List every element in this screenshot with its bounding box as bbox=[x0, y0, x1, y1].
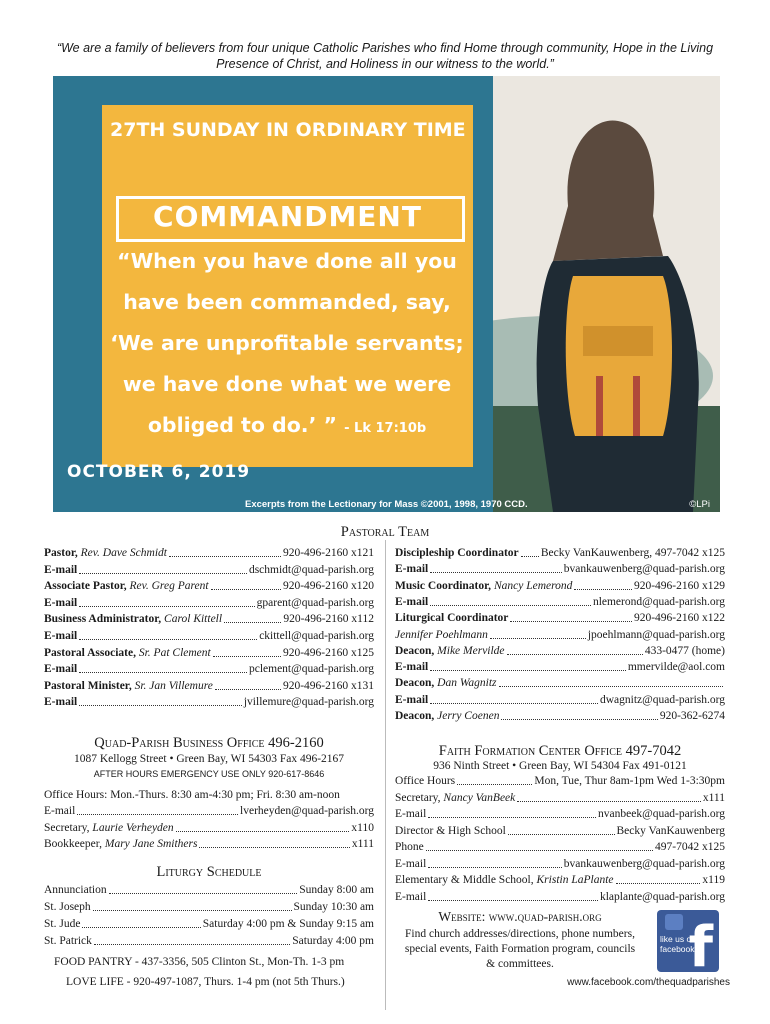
theme-word: COMMANDMENT bbox=[153, 200, 422, 233]
line-value: 920-496-2160 x131 bbox=[282, 679, 374, 692]
lectionary-credit: Excerpts from the Lectionary for Mass ©2001, 1998, 1970 CCD. bbox=[245, 499, 528, 510]
line-label bbox=[44, 661, 77, 677]
dot-leader bbox=[82, 916, 200, 928]
line-value: gparent@quad-parish.org bbox=[256, 596, 374, 609]
line-label bbox=[44, 933, 92, 949]
line-label bbox=[44, 578, 209, 594]
contact-line bbox=[44, 836, 374, 852]
website-label[interactable]: Website: www.quad-parish.org bbox=[438, 909, 602, 924]
person-name: Nancy Lemerond bbox=[493, 579, 573, 592]
contact-line bbox=[44, 694, 374, 710]
line-label bbox=[395, 627, 488, 643]
contact-line bbox=[395, 856, 725, 872]
dot-leader bbox=[430, 692, 598, 704]
contact-line bbox=[44, 933, 374, 949]
line-label bbox=[44, 645, 211, 661]
contact-line bbox=[395, 643, 725, 659]
dot-leader bbox=[499, 675, 724, 687]
quote-citation: - Lk 17:10b bbox=[344, 421, 427, 436]
person-name: Rev. Dave Schmidt bbox=[80, 547, 167, 559]
pastoral-team-title: Pastoral Team bbox=[340, 524, 430, 540]
dot-leader bbox=[79, 694, 242, 706]
dot-leader bbox=[430, 561, 562, 573]
line-label bbox=[395, 790, 515, 806]
role-label: Secretary, bbox=[395, 791, 444, 804]
column-divider bbox=[385, 540, 386, 1010]
role-label: Phone bbox=[395, 841, 424, 853]
line-value: 920-496-2160 x120 bbox=[282, 580, 374, 593]
line-label bbox=[44, 628, 77, 644]
dot-leader bbox=[616, 872, 701, 884]
role-label: Secretary, bbox=[44, 821, 93, 834]
line-label bbox=[395, 839, 424, 855]
role-label: St. Jude bbox=[44, 918, 81, 930]
contact-line bbox=[395, 675, 725, 691]
role-label: Annunciation bbox=[44, 884, 107, 896]
role-label: E-mail bbox=[44, 696, 78, 709]
facebook-logo-letter: f bbox=[688, 915, 713, 980]
line-label bbox=[395, 594, 428, 610]
role-label: E-mail bbox=[395, 808, 427, 820]
contact-line bbox=[44, 899, 374, 915]
dot-leader bbox=[426, 839, 653, 851]
dot-leader bbox=[213, 645, 281, 657]
role-label: E-mail bbox=[44, 630, 78, 642]
line-label bbox=[395, 610, 508, 626]
dot-leader bbox=[517, 790, 701, 802]
contact-line bbox=[395, 659, 725, 675]
dot-leader bbox=[490, 627, 586, 639]
line-value: jpoehlmann@quad-parish.org bbox=[587, 628, 725, 641]
role-label: E-mail bbox=[44, 596, 78, 609]
line-value: Saturday 4:00 pm bbox=[292, 935, 374, 947]
person-name: Dan Wagnitz bbox=[437, 677, 497, 690]
line-value: klaplante@quad-parish.org bbox=[599, 890, 725, 903]
dot-leader bbox=[176, 820, 350, 832]
hiker-photo bbox=[493, 76, 720, 512]
dot-leader bbox=[428, 856, 561, 868]
contact-line bbox=[395, 692, 725, 708]
line-value: 920-496-2160 x112 bbox=[283, 613, 374, 626]
line-label bbox=[395, 872, 614, 888]
role-label: Associate Pastor, bbox=[44, 580, 130, 593]
dot-leader bbox=[428, 889, 598, 901]
line-value: Mon, Tue, Thur 8am-1pm Wed 1-3:30pm bbox=[534, 775, 725, 787]
contact-line bbox=[44, 611, 374, 627]
food-pantry: FOOD PANTRY - 437-3356, 505 Clinton St., Mon-Th. 1-3 pm bbox=[54, 956, 345, 968]
person-name: Sr. Jan Villemure bbox=[134, 679, 213, 692]
person-name: Nancy VanBeek bbox=[443, 791, 516, 804]
contact-line bbox=[395, 806, 725, 822]
contact-line bbox=[44, 562, 374, 578]
dot-leader bbox=[109, 882, 298, 894]
line-value: 497-7042 x125 bbox=[655, 841, 725, 853]
contact-line bbox=[44, 803, 374, 819]
contact-line bbox=[395, 708, 725, 724]
role-label: Business Administrator, bbox=[44, 613, 165, 626]
role-label: Music Coordinator, bbox=[395, 579, 494, 592]
bulletin-date: OCTOBER 6, 2019 bbox=[67, 462, 251, 482]
contact-line bbox=[395, 872, 725, 888]
line-value: ckittell@quad-parish.org bbox=[259, 630, 374, 642]
role-label: E-mail bbox=[44, 805, 76, 817]
role-label: E-mail bbox=[395, 563, 429, 576]
liturgy-title: 27TH SUNDAY IN ORDINARY TIME bbox=[110, 119, 466, 141]
contact-line bbox=[44, 661, 374, 677]
role-label: E-mail bbox=[395, 595, 429, 608]
dot-leader bbox=[79, 628, 257, 640]
person-name: Jerry Coenen bbox=[437, 710, 500, 722]
line-value: nlemerond@quad-parish.org bbox=[592, 595, 725, 608]
line-label bbox=[44, 545, 167, 561]
line-label bbox=[44, 899, 91, 915]
dot-leader bbox=[211, 578, 281, 590]
scripture-quote bbox=[107, 241, 467, 449]
line-value: 920-496-2160 x122 bbox=[633, 612, 725, 625]
contact-line bbox=[395, 610, 725, 626]
line-label bbox=[44, 820, 174, 836]
line-value: Sunday 10:30 am bbox=[293, 901, 374, 913]
person-name: Mary Jane Smithers bbox=[104, 838, 198, 850]
dot-leader bbox=[215, 678, 281, 690]
line-value: x119 bbox=[702, 874, 725, 886]
dot-leader bbox=[79, 595, 254, 607]
role-label: Pastoral Minister, bbox=[44, 679, 135, 692]
contact-line bbox=[44, 678, 374, 694]
dot-leader bbox=[507, 643, 643, 655]
contact-line bbox=[395, 790, 725, 806]
line-value: Becky VanKauwenberg, 497-7042 x125 bbox=[540, 547, 725, 559]
contact-line bbox=[44, 545, 374, 561]
quote-text: “When you have done all you have been commanded, say, ‘We are unprofitable servants; we have done what we were obliged to do.’ ” bbox=[110, 249, 464, 437]
dot-leader bbox=[430, 594, 591, 606]
hero-banner bbox=[53, 76, 720, 512]
line-label bbox=[44, 836, 197, 852]
person-name: Rev. Greg Parent bbox=[129, 580, 209, 593]
line-label bbox=[395, 889, 426, 905]
dot-leader bbox=[224, 611, 281, 623]
dot-leader bbox=[510, 610, 632, 622]
line-label bbox=[395, 659, 428, 675]
line-label bbox=[44, 803, 75, 819]
contact-line bbox=[395, 594, 725, 610]
dot-leader bbox=[77, 803, 238, 815]
dot-leader bbox=[79, 562, 247, 574]
contact-line bbox=[44, 645, 374, 661]
line-label bbox=[44, 882, 107, 898]
role-label: Bookkeeper, bbox=[44, 838, 105, 850]
contact-line bbox=[395, 823, 725, 839]
website-description: Find church addresses/directions, phone numbers, special events, Faith Formation program, councils & committees. bbox=[404, 928, 636, 970]
line-label bbox=[395, 823, 506, 839]
line-value: x111 bbox=[702, 791, 725, 804]
line-label bbox=[44, 562, 77, 578]
line-label bbox=[395, 773, 455, 789]
line-value: dwagnitz@quad-parish.org bbox=[599, 693, 725, 706]
emergency-line: AFTER HOURS EMERGENCY USE ONLY 920-617-8646 bbox=[93, 769, 325, 779]
line-label bbox=[395, 708, 499, 724]
dot-leader bbox=[501, 708, 657, 720]
faith-address: 936 Ninth Street • Green Bay, WI 54304 Fax 491-0121 bbox=[433, 760, 687, 772]
line-value: 920-496-2160 x121 bbox=[282, 547, 374, 559]
contact-line bbox=[395, 627, 725, 643]
dot-leader bbox=[428, 806, 596, 818]
line-label bbox=[395, 643, 505, 659]
person-name: Jennifer Poehlmann bbox=[395, 628, 488, 641]
dot-leader bbox=[457, 773, 532, 785]
role-label: E-mail bbox=[44, 563, 78, 576]
role-label: Office Hours bbox=[395, 775, 456, 787]
line-value: x111 bbox=[351, 838, 374, 850]
role-label: Pastor, bbox=[44, 547, 81, 559]
line-label bbox=[395, 675, 497, 691]
facebook-like-label: like us on facebook bbox=[660, 934, 696, 954]
line-value: bvankauwenberg@quad-parish.org bbox=[563, 857, 725, 870]
thumbs-up-icon bbox=[665, 914, 683, 930]
role-label: Elementary & Middle School, bbox=[395, 874, 537, 886]
dot-leader bbox=[199, 836, 349, 848]
person-name: Kristin LaPlante bbox=[536, 874, 614, 886]
line-value: 433-0477 (home) bbox=[644, 644, 725, 657]
line-label bbox=[395, 692, 428, 708]
role-label: E-mail bbox=[395, 693, 429, 706]
role-label: Deacon, bbox=[395, 710, 438, 722]
line-label bbox=[44, 595, 77, 611]
line-value: 920-362-6274 bbox=[659, 710, 725, 722]
love-life: LOVE LIFE - 920-497-1087, Thurs. 1-4 pm (not 5th Thurs.) bbox=[66, 976, 345, 988]
line-value: pclement@quad-parish.org bbox=[248, 663, 374, 676]
contact-line bbox=[44, 578, 374, 594]
contact-line bbox=[44, 628, 374, 644]
role-label: Deacon, bbox=[395, 644, 438, 657]
role-label: Director & High School bbox=[395, 824, 506, 837]
faith-formation-title: Faith Formation Center Office 497-7042 bbox=[438, 743, 682, 759]
role-label: E-mail bbox=[395, 661, 429, 674]
business-office-title: Quad-Parish Business Office 496-2160 bbox=[94, 735, 324, 751]
facebook-icon[interactable] bbox=[657, 910, 719, 980]
dot-leader bbox=[574, 578, 632, 590]
role-label: E-mail bbox=[395, 857, 427, 870]
role-label: St. Joseph bbox=[44, 901, 91, 913]
dot-leader bbox=[94, 933, 290, 945]
role-label: St. Patrick bbox=[44, 935, 92, 947]
line-value: dschmidt@quad-parish.org bbox=[248, 563, 374, 576]
line-label bbox=[44, 611, 222, 627]
contact-line bbox=[395, 839, 725, 855]
contact-line bbox=[44, 820, 374, 836]
contact-line bbox=[44, 882, 374, 898]
person-name: Laurie Verheyden bbox=[92, 821, 174, 834]
line-value: Becky VanKauwenberg bbox=[616, 824, 725, 837]
person-name: Carol Kittell bbox=[164, 613, 223, 626]
line-value: Sunday 8:00 am bbox=[299, 884, 374, 896]
line-label bbox=[44, 916, 80, 932]
contact-line bbox=[395, 578, 725, 594]
line-label bbox=[395, 545, 519, 561]
line-value: lverheyden@quad-parish.org bbox=[240, 805, 374, 817]
line-value: jvillemure@quad-parish.org bbox=[243, 696, 374, 709]
office-hours: Office Hours: Mon.-Thurs. 8:30 am-4:30 pm; Fri. 8:30 am-noon bbox=[44, 789, 340, 801]
person-name: Sr. Pat Clement bbox=[138, 646, 211, 659]
role-label: Deacon, bbox=[395, 677, 438, 690]
dot-leader bbox=[430, 659, 626, 671]
dot-leader bbox=[169, 545, 281, 557]
line-value: 920-496-2160 x129 bbox=[633, 579, 725, 592]
line-label bbox=[44, 694, 77, 710]
business-address: 1087 Kellogg Street • Green Bay, WI 54303 Fax 496-2167 bbox=[73, 753, 345, 765]
role-label: Pastoral Associate, bbox=[44, 646, 139, 659]
line-value: mmervilde@aol.com bbox=[627, 661, 725, 674]
contact-line bbox=[395, 889, 725, 905]
line-label bbox=[395, 806, 426, 822]
facebook-link[interactable]: www.facebook.com/thequadparishes bbox=[567, 977, 730, 988]
dot-leader bbox=[508, 823, 615, 835]
role-label: E-mail bbox=[395, 890, 427, 903]
line-value: nvanbeek@quad-parish.org bbox=[598, 808, 725, 820]
line-value: Saturday 4:00 pm & Sunday 9:15 am bbox=[202, 918, 374, 930]
line-value: bvankauwenberg@quad-parish.org bbox=[563, 563, 725, 576]
dot-leader bbox=[93, 899, 292, 911]
role-label: Liturgical Coordinator bbox=[395, 612, 509, 625]
dot-leader bbox=[521, 545, 539, 557]
line-label bbox=[395, 856, 426, 872]
line-label bbox=[395, 578, 572, 594]
contact-line bbox=[395, 773, 725, 789]
lpi-credit: ©LPi bbox=[689, 499, 710, 510]
liturgy-schedule-title: Liturgy Schedule bbox=[156, 864, 262, 880]
contact-line bbox=[44, 916, 374, 932]
contact-line bbox=[395, 545, 725, 561]
line-label bbox=[395, 561, 428, 577]
role-label: E-mail bbox=[44, 663, 78, 676]
mission-statement: “We are a family of believers from four unique Catholic Parishes who find Home through community, Hope in the Living Presence of Christ, and Holiness in our witness to the world.” bbox=[56, 41, 714, 71]
line-value: x110 bbox=[351, 821, 374, 834]
line-value: 920-496-2160 x125 bbox=[282, 646, 374, 659]
contact-line bbox=[395, 561, 725, 577]
person-name: Mike Mervilde bbox=[437, 644, 505, 657]
dot-leader bbox=[79, 661, 247, 673]
line-label bbox=[44, 678, 213, 694]
contact-line bbox=[44, 595, 374, 611]
role-label: Discipleship Coordinator bbox=[395, 547, 519, 559]
